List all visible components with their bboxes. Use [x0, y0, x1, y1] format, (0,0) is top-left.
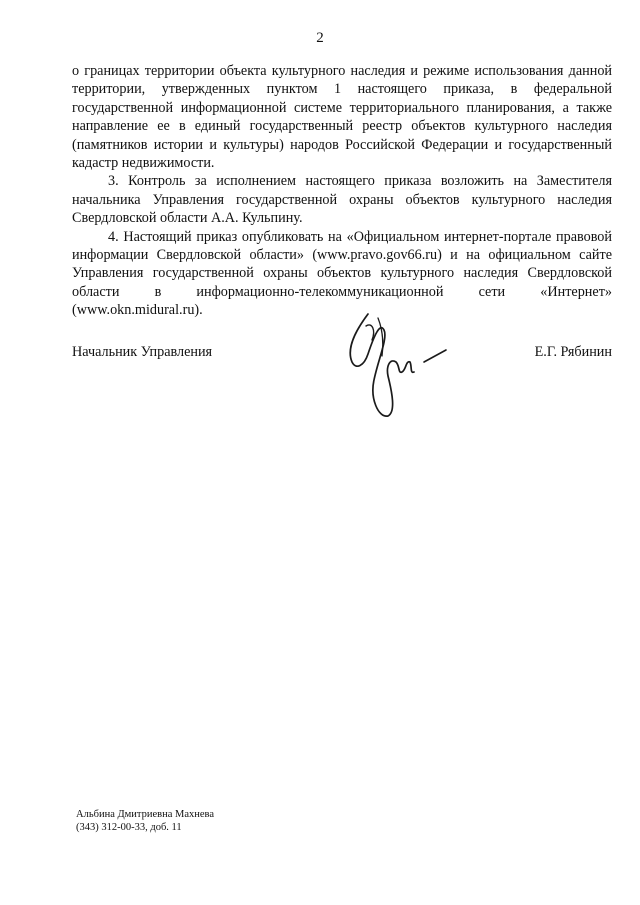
paragraph-continuation: о границах территории объекта культурного наследия и режиме использования данной территории, утвержденных пунктом 1 настоящего приказа, в федеральной государственной информационной системе территориального планирования, а также направление ее в единый государственный реестр объектов культурного наследия (памятников истории и культуры) народов Российской Федерации и государственный кадастр недвижимости. — [72, 63, 612, 172]
signer-position: Начальник Управления — [72, 344, 213, 360]
signer-name: Е.Г. Рябинин — [534, 344, 612, 360]
contact-phone: (343) 312-00-33, доб. 11 — [76, 822, 182, 833]
contact-info — [76, 808, 214, 834]
document-body — [72, 62, 612, 320]
handwritten-signature — [338, 300, 458, 425]
page-number: 2 — [316, 30, 324, 46]
paragraph-item-4: 4. Настоящий приказ опубликовать на «Официальном интернет-портале правовой информации Свердловской области» (www.pravo.gov66.ru) и на официальном сайте Управления государственной охраны объектов культурного наследия Свердловской области в информационно-телекоммуникационной сети «Интернет» (www.okn.midural.ru). — [72, 228, 612, 319]
paragraph-item-3: 3. Контроль за исполнением настоящего приказа возложить на Заместителя начальника Управления государственной охраны объектов культурного наследия Свердловской области А.А. Кульпину. — [72, 173, 612, 227]
contact-name: Альбина Дмитриевна Махнева — [76, 809, 215, 820]
